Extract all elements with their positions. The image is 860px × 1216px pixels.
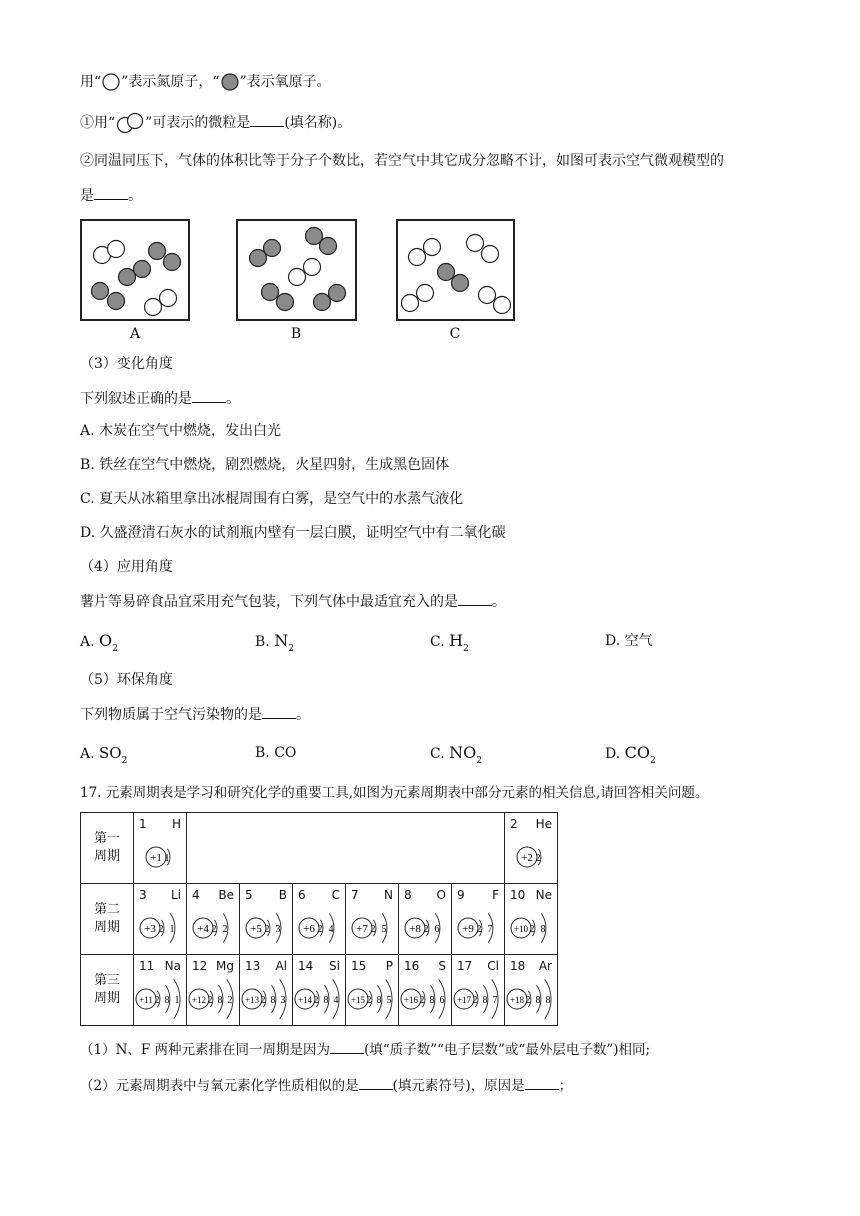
nuclear-charge: +10 [513, 924, 529, 934]
element-number: 10 [510, 888, 526, 902]
question-17-sub-1: （1）N、F 两种元素排在同一周期是因为 (填“质子数”“电子层数”或“最外层电子数”)相同; [80, 1042, 651, 1058]
element-symbol: C [331, 888, 340, 902]
atom-structure-diagram [187, 906, 241, 952]
atom-structure-diagram [134, 835, 188, 881]
element-cell [452, 955, 505, 1026]
nuclear-charge: +11 [139, 995, 153, 1005]
model-label-c: C [449, 326, 461, 342]
electron-count: 2 [222, 924, 228, 935]
model-label-b: B [290, 326, 302, 342]
electron-count: 3 [275, 924, 281, 935]
atom-structure-diagram [293, 977, 347, 1023]
electron-count: 8 [164, 995, 170, 1006]
section-4-option-c[interactable]: C. $H_2$ [430, 631, 469, 654]
element-number: 11 [139, 959, 155, 973]
element-symbol: P [385, 959, 393, 973]
atom-structure-diagram [240, 977, 294, 1023]
electron-count: 8 [545, 995, 551, 1006]
electron-count: 8 [540, 924, 546, 935]
element-number: 17 [457, 959, 473, 973]
element-cell [240, 955, 293, 1026]
electron-count: 2 [419, 995, 425, 1006]
element-number: 16 [404, 959, 420, 973]
nuclear-charge: +15 [350, 995, 366, 1005]
electron-count: 5 [381, 924, 387, 935]
electron-count: 8 [270, 995, 276, 1006]
nuclear-charge: +9 [462, 923, 474, 935]
electron-count: 2 [366, 995, 372, 1006]
legend-line: 用“ ”表示氮原子，“ ”表示氧原子。 [80, 74, 331, 90]
electron-count: 2 [317, 924, 323, 935]
element-number: 18 [510, 959, 526, 973]
nuclear-charge: +6 [303, 923, 315, 935]
element-cell [399, 884, 452, 955]
section-4-option-d[interactable]: D. 空气 [605, 633, 653, 649]
electron-count: 1 [169, 924, 175, 935]
element-number: 2 [510, 817, 518, 831]
element-cell [346, 884, 399, 955]
nuclear-charge: +16 [403, 995, 419, 1005]
question-2-line: ②同温同压下，气体的体积比等于分子个数比，若空气中其它成分忽略不计，如图可表示空气微观模型的 [80, 153, 724, 169]
model-label-a: A [129, 326, 141, 342]
electron-count: 2 [264, 924, 270, 935]
element-cell [505, 955, 558, 1026]
section-3-option-a[interactable]: A. 木炭在空气中燃烧，发出白光 [80, 423, 282, 439]
element-number: 13 [245, 959, 261, 973]
section-3-question: 下列叙述正确的是 。 [80, 391, 240, 407]
electron-count: 2 [535, 853, 541, 864]
electron-count: 2 [476, 924, 482, 935]
element-symbol: He [535, 817, 552, 831]
answer-blank[interactable] [359, 1077, 393, 1090]
nuclear-charge: +7 [356, 923, 368, 935]
answer-blank[interactable] [262, 706, 296, 719]
section-4-heading: （4）应用角度 [80, 559, 173, 575]
electron-count: 8 [376, 995, 382, 1006]
nuclear-charge: +17 [456, 995, 472, 1005]
element-number: 5 [245, 888, 253, 902]
element-cell [293, 955, 346, 1026]
nuclear-charge: +1 [150, 852, 162, 864]
element-symbol: Al [275, 959, 287, 973]
electron-count: 2 [158, 924, 164, 935]
n2-molecule-icon [115, 112, 145, 134]
electron-count: 2 [370, 924, 376, 935]
model-box-a [80, 219, 190, 321]
element-cell [134, 813, 187, 884]
element-symbol: Ar [538, 959, 552, 973]
section-5-option-c[interactable]: C. $NO_2$ [430, 743, 482, 766]
model-box-b [236, 219, 357, 321]
oxygen-atom-icon [220, 73, 240, 91]
element-number: 3 [139, 888, 147, 902]
element-number: 12 [192, 959, 208, 973]
atom-structure-diagram [346, 977, 400, 1023]
element-number: 1 [139, 817, 147, 831]
section-5-question: 下列物质属于空气污染物的是 。 [80, 707, 310, 723]
answer-blank[interactable] [458, 593, 492, 606]
electron-count: 4 [333, 995, 339, 1006]
electron-count: 8 [482, 995, 488, 1006]
element-cell [187, 955, 240, 1026]
element-cell [293, 884, 346, 955]
atom-structure-diagram [399, 906, 453, 952]
element-symbol: H [171, 817, 181, 831]
atom-structure-diagram [134, 977, 188, 1023]
periodic-table [80, 812, 558, 1026]
period-1-gap [187, 813, 505, 884]
atom-structure-diagram [293, 906, 347, 952]
answer-blank[interactable] [192, 390, 226, 403]
electron-count: 2 [423, 924, 429, 935]
model-a-molecules [82, 221, 188, 319]
atom-structure-diagram [134, 906, 188, 952]
nuclear-charge: +12 [191, 995, 207, 1005]
element-number: 15 [351, 959, 367, 973]
atom-structure-diagram [452, 977, 506, 1023]
electron-count: 2 [313, 995, 319, 1006]
question-2-cont: 是 。 [80, 188, 142, 204]
element-symbol: F [492, 888, 499, 902]
element-symbol: B [278, 888, 287, 902]
element-cell [240, 884, 293, 955]
nuclear-charge: +3 [144, 923, 156, 935]
element-number: 8 [404, 888, 412, 902]
element-cell [134, 884, 187, 955]
atom-structure-diagram [346, 906, 400, 952]
atom-structure-diagram [399, 977, 453, 1023]
section-3-option-b[interactable]: B. 铁丝在空气中燃烧，剧烈燃烧，火星四射，生成黑色固体 [80, 457, 450, 473]
element-symbol: Be [218, 888, 234, 902]
electron-count: 1 [164, 853, 170, 864]
electron-count: 2 [260, 995, 266, 1006]
section-4-question: 薯片等易碎食品宜采用充气包装，下列气体中最适宜充入的是 。 [80, 594, 506, 610]
period-2-head: 第二 周期 [81, 884, 134, 955]
model-box-c [396, 219, 515, 321]
electron-count: 7 [492, 995, 498, 1006]
section-3-option-d[interactable]: D. 久盛澄清石灰水的试剂瓶内壁有一层白膜，证明空气中有二氧化碳 [80, 525, 506, 541]
section-4-option-a[interactable]: A. $O_2$ [80, 631, 118, 654]
electron-count: 4 [328, 924, 334, 935]
element-number: 4 [192, 888, 200, 902]
question-17-sub-2: （2）元素周期表中与氧元素化学性质相似的是 (填元素符号)，原因是 ； [80, 1078, 573, 1094]
electron-count: 8 [429, 995, 435, 1006]
element-cell [505, 884, 558, 955]
electron-count: 2 [211, 924, 217, 935]
nuclear-charge: +2 [521, 852, 533, 864]
element-symbol: S [438, 959, 446, 973]
atom-structure-diagram [505, 906, 559, 952]
element-cell [346, 955, 399, 1026]
electron-count: 8 [217, 995, 223, 1006]
element-number: 9 [457, 888, 465, 902]
electron-count: 2 [154, 995, 160, 1006]
electron-count: 6 [434, 924, 440, 935]
element-symbol: O [436, 888, 446, 902]
element-cell [399, 955, 452, 1026]
atom-structure-diagram [452, 906, 506, 952]
nuclear-charge: +8 [409, 923, 421, 935]
period-3-row [81, 955, 558, 1026]
element-symbol: Li [170, 888, 181, 902]
section-4-option-b[interactable]: B. $N_2$ [255, 631, 294, 654]
element-symbol: N [384, 888, 393, 902]
electron-count: 8 [323, 995, 329, 1006]
answer-blank[interactable] [94, 187, 128, 200]
period-3-head: 第三 周期 [81, 955, 134, 1026]
nuclear-charge: +5 [250, 923, 262, 935]
element-cell [505, 813, 558, 884]
electron-count: 2 [227, 995, 233, 1006]
period-2-row [81, 884, 558, 955]
element-number: 14 [298, 959, 314, 973]
electron-count: 2 [525, 995, 531, 1006]
electron-count: 2 [529, 924, 535, 935]
element-symbol: Mg [216, 959, 234, 973]
electron-count: 2 [207, 995, 213, 1006]
element-cell [187, 884, 240, 955]
element-symbol: Na [164, 959, 181, 973]
nuclear-charge: +4 [197, 923, 209, 935]
element-number: 6 [298, 888, 306, 902]
atom-structure-diagram [187, 977, 241, 1023]
nitrogen-atom-icon [101, 73, 121, 91]
section-5-option-a[interactable]: A. $SO_2$ [80, 744, 128, 766]
element-symbol: Si [329, 959, 340, 973]
electron-count: 6 [439, 995, 445, 1006]
nuclear-charge: +13 [244, 995, 260, 1005]
atom-structure-diagram [505, 835, 559, 881]
electron-count: 2 [472, 995, 478, 1006]
element-cell [452, 884, 505, 955]
period-1-head: 第一 周期 [81, 813, 134, 884]
element-symbol: Cl [487, 959, 499, 973]
answer-blank[interactable] [250, 114, 284, 127]
electron-count: 5 [386, 995, 392, 1006]
element-symbol: Ne [535, 888, 552, 902]
section-3-option-c[interactable]: C. 夏天从冰箱里拿出冰棍周围有白雾，是空气中的水蒸气液化 [80, 491, 464, 507]
atom-structure-diagram [505, 977, 559, 1023]
electron-count: 7 [487, 924, 493, 935]
element-cell [134, 955, 187, 1026]
section-3-heading: （3）变化角度 [80, 356, 173, 372]
section-5-option-d[interactable]: D. $CO_2$ [605, 743, 656, 766]
element-number: 7 [351, 888, 359, 902]
nuclear-charge: +14 [297, 995, 313, 1005]
period-1-row [81, 813, 558, 884]
model-c-molecules [398, 221, 513, 319]
electron-count: 8 [535, 995, 541, 1006]
answer-blank[interactable] [525, 1077, 559, 1090]
electron-count: 3 [280, 995, 286, 1006]
question-1-line: ①用“ ”可表示的微粒是 (填名称)。 [80, 112, 351, 134]
nuclear-charge: +18 [509, 995, 525, 1005]
atom-structure-diagram [240, 906, 294, 952]
model-b-molecules [238, 221, 355, 319]
answer-blank[interactable] [330, 1041, 364, 1054]
section-5-option-b[interactable]: B. CO [255, 745, 297, 761]
question-17-intro: 17. 元素周期表是学习和研究化学的重要工具,如图为元素周期表中部分元素的相关信息,请回答相关问题。 [80, 785, 709, 801]
section-5-heading: （5）环保角度 [80, 672, 173, 688]
electron-count: 1 [174, 995, 180, 1006]
